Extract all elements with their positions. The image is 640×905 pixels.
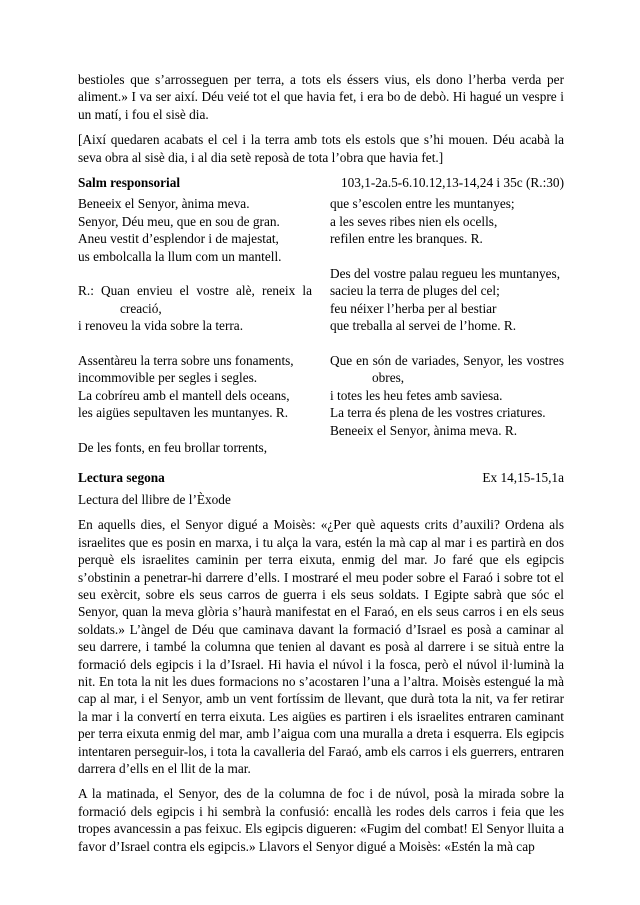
reading-reference: Ex 14,15-15,1a bbox=[482, 470, 564, 486]
verse-line: De les fonts, en feu brollar torrents, bbox=[78, 440, 268, 456]
psalm-stanza bbox=[330, 265, 564, 335]
verse-line: Aneu vestit d’esplendor i de majestat, bbox=[78, 231, 279, 247]
verse-line: refilen entre les branques. R. bbox=[330, 231, 483, 247]
verse-line: que treballa al servei de l’home. R. bbox=[330, 318, 517, 334]
verse-line: Des del vostre palau regueu les muntanyes, bbox=[330, 266, 561, 282]
reading-paragraph-1: En aquells dies, el Senyor digué a Moisès: «¿Per què aquests crits d’auxili? Ordena als israelites que es posin en marxa, i tu alça la vara, estén la mà cap al mar i es partirà en dos perquè els israelites caminin per terra eixuta, enmig del mar. Jo faré que els egipcis s’obstinin a penetrar-hi darrere d’ells. I mostraré el meu poder sobre el Faraó i sobre tot el seu exèrcit, sobre els seus carros de guerra i els seus soldats. I Egipte sabrà que sóc el Senyor, quan la meva glòria s’haurà manifestat en el Faraó, en els seus carros i en els seus soldats.» L’àngel de Déu que caminava davant la formació d’Israel es posà a caminar al seu darrere, i també la columna que tenien al davant es posà al darrere i se situà entre la formació dels egipcis i la d’Israel. Hi havia el núvol i la fosca, però el núvol il·luminà la nit. En tota la nit les dues formacions no s’acostaren l’una a l’altra. Moisès estengué la mà cap al mar, i el Senyor, amb un vent fortíssim de llevant, que durà tota la nit, va fer retirar la mar i la convertí en terra eixuta. Les aigües es partiren i els israelites entraren caminant per terra eixuta enmig del mar, amb l’aigua com una muralla a dreta i esquerra. Els egipcis intentaren perseguir-los, i tota la cavalleria del Faraó, amb els carros i els guerrers, entraren darrera d’ells en el llit de la mar. bbox=[78, 517, 564, 776]
verse-line: que s’escolen entre les muntanyes; bbox=[330, 196, 515, 212]
verse-line: a les seves ribes nien els ocells, bbox=[330, 213, 498, 229]
verse-line: incommovible per segles i segles. bbox=[78, 370, 258, 386]
psalm-stanza bbox=[78, 439, 312, 456]
reading-paragraph-2: A la matinada, el Senyor, des de la columna de foc i de núvol, posà la mirada sobre la formació dels egipcis i hi sembrà la confusió: encallà les rodes dels carros i feia que les tropes avancessin a pas feixuc. Els egipcis digueren: «Fugim del combat! El Senyor lluita a favor d’Israel contra els egipcis.» Llavors el Senyor digué a Moisès: «Estén la mà cap bbox=[78, 786, 564, 854]
reading-title: Lectura segona bbox=[78, 470, 165, 486]
psalm-right-column bbox=[330, 195, 564, 456]
psalm-stanza bbox=[78, 282, 312, 334]
reading-heading-row bbox=[78, 469, 564, 486]
verse-line: R.: Quan envieu el vostre alè, reneix la creació, bbox=[78, 283, 312, 316]
verse-line: Senyor, Déu meu, que en sou de gran. bbox=[78, 213, 280, 229]
psalm-stanza bbox=[78, 195, 312, 265]
psalm-reference: 103,1-2a.5-6.10.12,13-14,24 i 35c (R.:30) bbox=[340, 175, 564, 191]
verse-line: Beneeix el Senyor, ànima meva. R. bbox=[330, 422, 518, 438]
verse-line: sacieu la terra de pluges del cel; bbox=[330, 283, 500, 299]
verse-line: feu néixer l’herba per al bestiar bbox=[330, 300, 497, 316]
psalm-stanza bbox=[330, 195, 564, 247]
verse-line: Assentàreu la terra sobre uns fonaments, bbox=[78, 353, 294, 369]
verse-line: La cobríreu amb el mantell dels oceans, bbox=[78, 387, 290, 403]
psalm-left-column bbox=[78, 195, 312, 456]
verse-line: les aigües sepultaven les muntanyes. R. bbox=[78, 405, 289, 421]
verse-line: i totes les heu fetes amb saviesa. bbox=[330, 387, 503, 403]
intro-paragraph-bracketed: [Així quedaren acabats el cel i la terra amb tots els estols que s’hi mouen. Déu acabà la seva obra al sisè dia, i al dia setè reposà de tota l’obra que havia fet.] bbox=[78, 132, 564, 165]
intro-paragraph-genesis-end: bestioles que s’arrosseguen per terra, a tots els éssers vius, els dono l’herba verda per aliment.» I va ser així. Déu veié tot el que havia fet, i era bo de debò. Hi hagué un vespre i un matí, i fou el sisè dia. bbox=[78, 72, 564, 122]
verse-line: La terra és plena de les vostres criatures. bbox=[330, 405, 546, 421]
psalm-title: Salm responsorial bbox=[78, 175, 181, 191]
verse-line: Beneeix el Senyor, ànima meva. bbox=[78, 196, 250, 212]
verse-line: us embolcalla la llum com un mantell. bbox=[78, 248, 282, 264]
psalm-columns bbox=[78, 195, 564, 456]
reading-source-line: Lectura del llibre de l’Èxode bbox=[78, 491, 231, 507]
verse-line: i renoveu la vida sobre la terra. bbox=[78, 318, 244, 334]
psalm-stanza bbox=[330, 352, 564, 439]
verse-line: Que en són de variades, Senyor, les vostres obres, bbox=[330, 353, 564, 386]
psalm-stanza bbox=[78, 352, 312, 422]
psalm-heading-row bbox=[78, 174, 564, 191]
